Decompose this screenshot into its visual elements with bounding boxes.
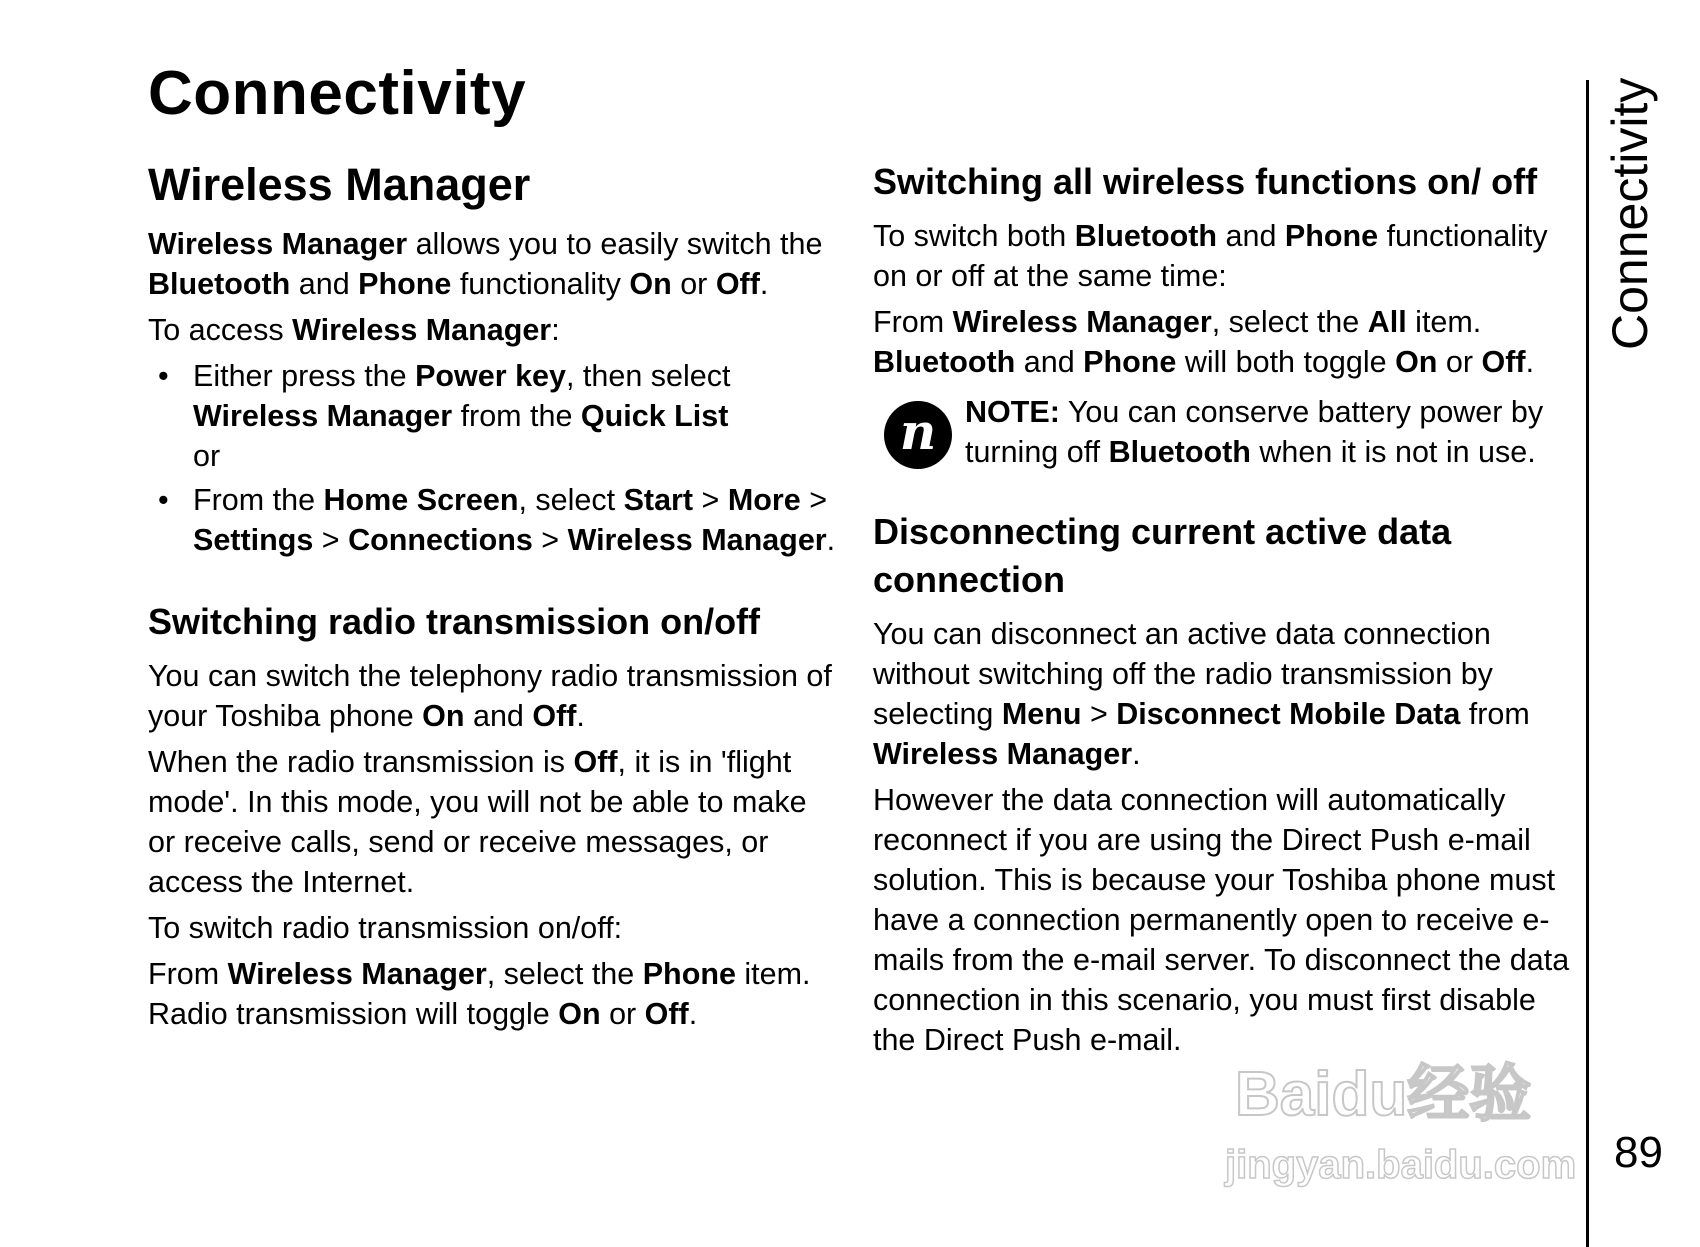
chapter-side-tab: Connectivity: [1602, 77, 1658, 350]
all-wireless-steps: From Wireless Manager, select the All item. Bluetooth and Phone will both toggle On or Off.: [873, 304, 1535, 379]
all-wireless-heading: Switching all wireless functions on/ off: [873, 161, 1538, 202]
baidu-watermark: [1215, 1050, 1605, 1195]
watermark-url: jingyan.baidu.com: [1225, 1143, 1577, 1187]
bullet-icon: •: [158, 483, 169, 517]
list-item-text: Either press the Power key, then select Wireless Manager from the Quick List or: [193, 359, 731, 473]
right-column: [873, 158, 1573, 1066]
radio-steps: From Wireless Manager, select the Phone item. Radio transmission will toggle On or Off.: [148, 956, 811, 1031]
radio-flight-mode: When the radio transmission is Off, it is in 'flight mode'. In this mode, you will not be able to make or receive calls, send or receive messages, or access the Internet.: [148, 744, 807, 899]
radio-transmission-heading: Switching radio transmission on/off: [148, 601, 761, 642]
list-item-text: From the Home Screen, select Start > More > Settings > Connections > Wireless Manager.: [193, 483, 836, 557]
wireless-manager-heading: Wireless Manager: [148, 159, 531, 210]
watermark-logo-text: Baidu经验: [1235, 1060, 1532, 1129]
wireless-manager-intro: Wireless Manager allows you to easily switch the Bluetooth and Phone functionality On or Off.: [148, 227, 823, 301]
disconnect-heading: Disconnecting current active data connection: [873, 510, 1452, 600]
left-column: [148, 158, 838, 1040]
page-number: 89: [1614, 1128, 1663, 1177]
all-wireless-intro: To switch both Bluetooth and Phone functionality on or off at the same time:: [873, 218, 1548, 293]
page-title: Connectivity: [148, 59, 527, 128]
radio-intro: You can switch the telephony radio transmission of your Toshiba phone On and Off.: [148, 658, 832, 733]
access-steps-list: [148, 356, 838, 560]
note-box: [873, 392, 1573, 472]
wireless-manager-access: To access Wireless Manager:: [148, 313, 560, 347]
note-icon: [883, 400, 953, 470]
disconnect-direct-push: However the data connection will automatically reconnect if you are using the Direct Push e-mail solution. This is because your Toshiba phone must have a connection permanently open to receive e-mails from the e-mail server. To disconnect the data connection in this scenario, you must first disable the Direct Push e-mail.: [873, 782, 1570, 1057]
list-item: [148, 356, 838, 476]
disconnect-intro: You can disconnect an active data connection without switching off the radio transmission by selecting Menu > Disconnect Mobile Data from Wireless Manager.: [873, 616, 1530, 771]
bullet-icon: •: [158, 359, 169, 393]
note-icon-letter: n: [899, 401, 937, 461]
list-item: [148, 480, 838, 560]
radio-instruction: To switch radio transmission on/off:: [148, 910, 623, 945]
note-text: NOTE: You can conserve battery power by turning off Bluetooth when it is not in use.: [965, 394, 1544, 469]
